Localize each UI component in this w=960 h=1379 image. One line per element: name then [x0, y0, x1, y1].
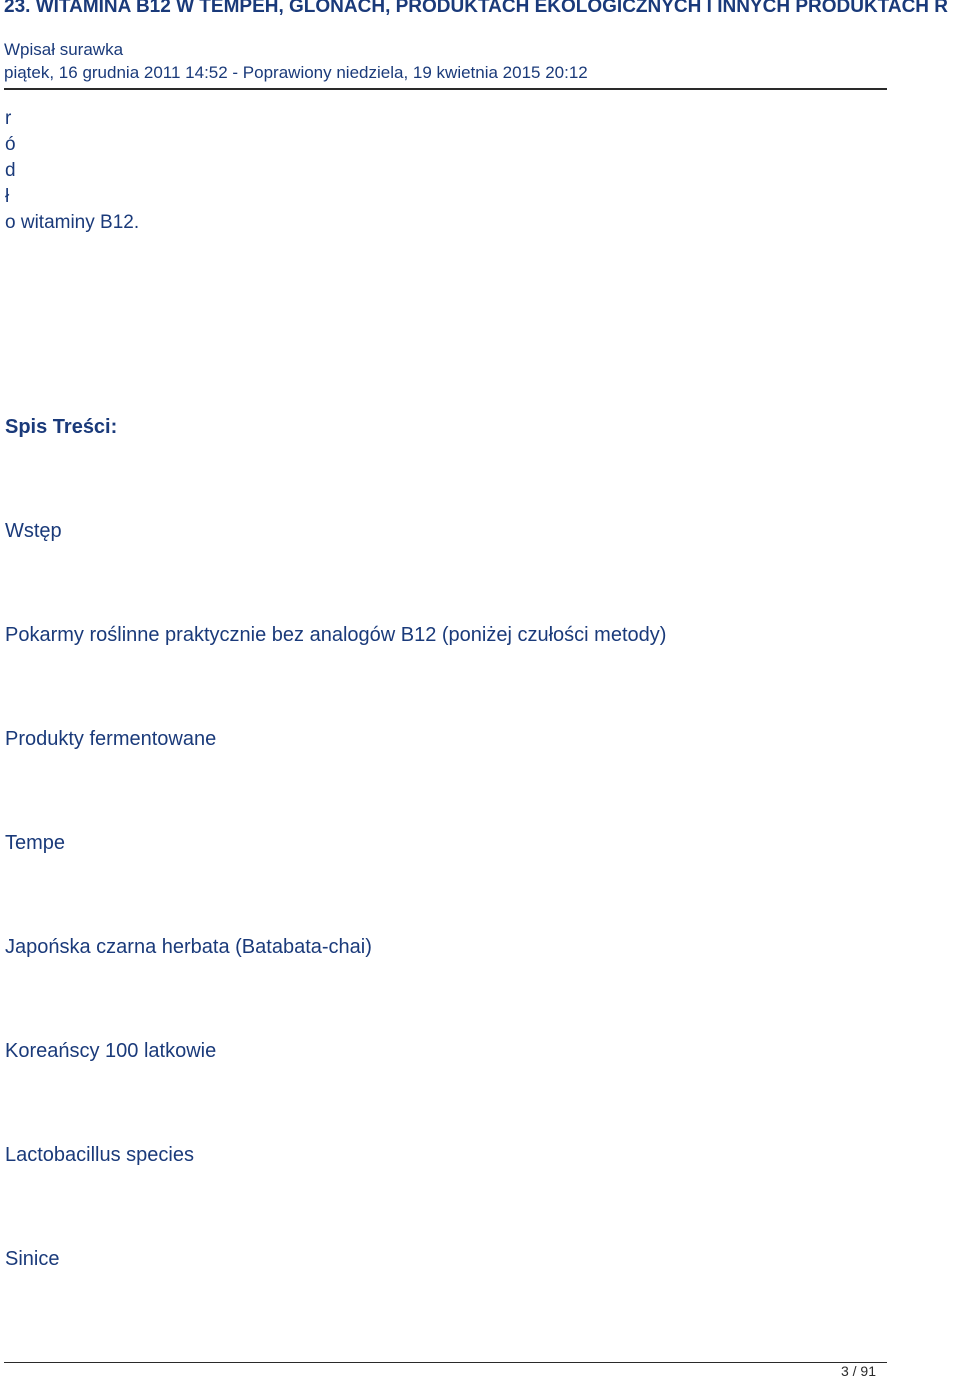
body-fragment [5, 106, 139, 236]
letter: ł [5, 186, 10, 207]
toc-item-produkty[interactable]: Produkty fermentowane [5, 728, 217, 750]
toc-item-pokarmy[interactable]: Pokarmy roślinne praktycznie bez analogów B12 (poniżej czułości metody) [5, 624, 667, 646]
toc-item-lactobacillus[interactable]: Lactobacillus species [5, 1144, 194, 1166]
date-line: piątek, 16 grudnia 2011 14:52 - Poprawiony niedziela, 19 kwietnia 2015 20:12 [4, 63, 588, 82]
author-line: Wpisał surawka [4, 40, 124, 59]
letter: d [5, 160, 16, 181]
footer-divider [4, 1362, 887, 1363]
toc-item-sinice[interactable]: Sinice [5, 1248, 60, 1270]
toc-item-wstep[interactable]: Wstęp [5, 520, 62, 542]
page-number: 3 / 91 [840, 1363, 876, 1379]
toc-item-koreanscy[interactable]: Koreańscy 100 latkowie [5, 1040, 217, 1062]
header-divider [4, 88, 887, 90]
letter: ó [5, 134, 16, 155]
toc-heading: Spis Treści: [5, 416, 118, 438]
intro-line: o witaminy B12. [5, 212, 140, 233]
document-title: 23. WITAMINA B12 W TEMPEH, GLONACH, PRODUKTACH EKOLOGICZNYCH I INNYCH PRODUKTACH R [4, 0, 949, 17]
letter: r [5, 108, 12, 129]
toc-item-tempe[interactable]: Tempe [5, 832, 66, 854]
toc-item-herbata[interactable]: Japońska czarna herbata (Batabata-chai) [5, 936, 372, 958]
